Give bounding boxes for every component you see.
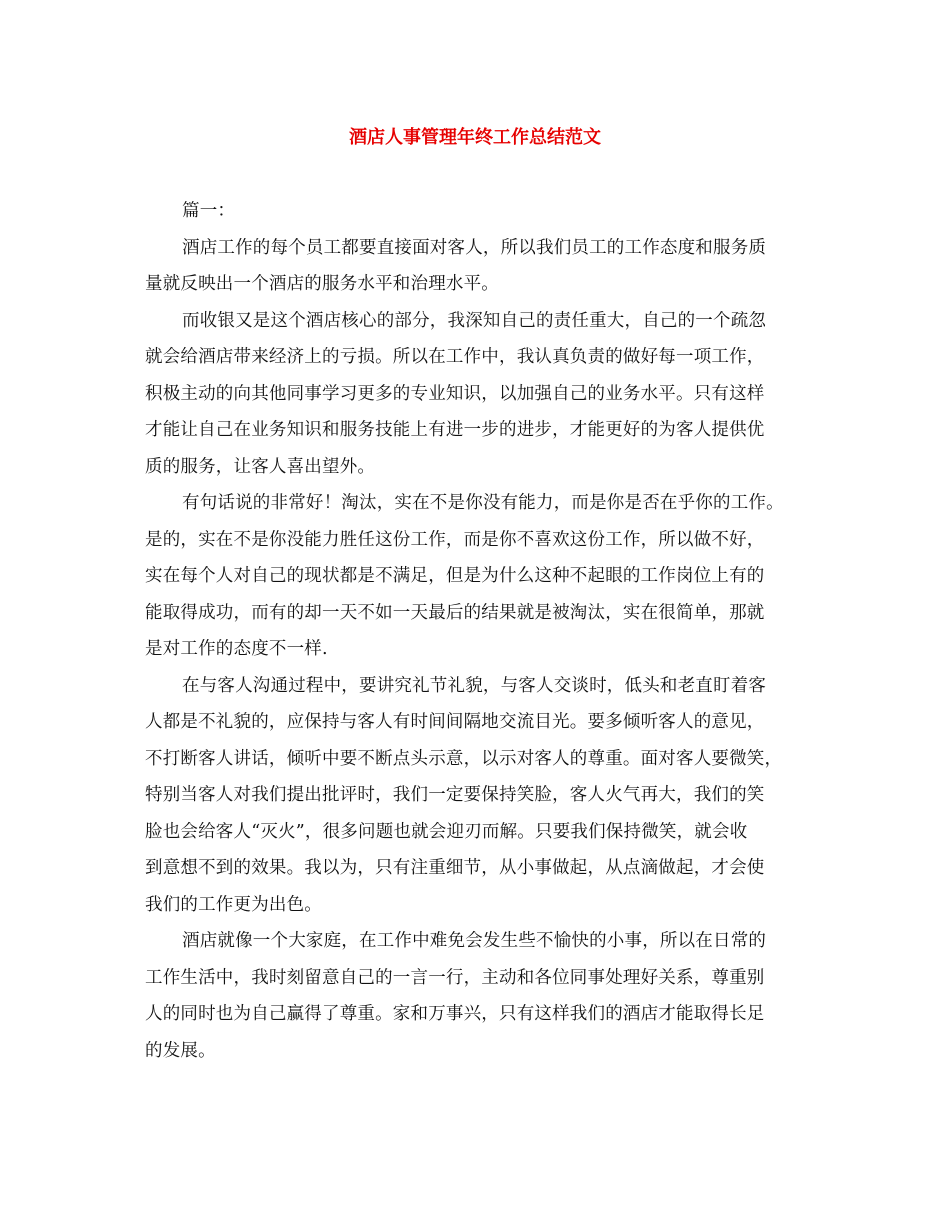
paragraph-line: 质的服务，让客人喜出望外。 xyxy=(145,456,376,477)
paragraph-line: 能取得成功，而有的却一天不如一天最后的结果就是被淘汰，实在很简单，那就 xyxy=(145,602,765,623)
paragraph-line: 是对工作的态度不一样. xyxy=(145,639,328,659)
paragraph-first-line: 酒店就像一个大家庭，在工作中难免会发生些不愉快的小事，所以在日常的 xyxy=(182,931,767,951)
paragraph-first-line: 在与客人沟通过程中，要讲究礼节礼貌，与客人交谈时，低头和老直盯着客 xyxy=(182,675,767,696)
paragraph-first-line: 而收银又是这个酒店核心的部分，我深知自己的责任重大，自己的一个疏忽 xyxy=(182,310,767,331)
paragraph-line: 特别当客人对我们提出批评时，我们一定要保持笑脸，客人火气再大，我们的笑 xyxy=(145,785,765,805)
paragraph-line: 积极主动的向其他同事学习更多的专业知识，以加强自己的业务水平。只有这样 xyxy=(145,383,765,404)
paragraph-line: 量就反映出一个酒店的服务水平和治理水平。 xyxy=(145,274,499,294)
paragraph-line: 的发展。 xyxy=(145,1040,216,1061)
paragraph-line: 不打断客人讲话，倾听中要不断点头示意，以示对客人的尊重。面对客人要微笑， xyxy=(145,748,783,769)
document-body xyxy=(145,193,805,1069)
paragraph-line: 工作生活中，我时刻留意自己的一言一行，主动和各位同事处理好关系，尊重别 xyxy=(145,967,765,988)
paragraph-line: 才能让自己在业务知识和服务技能上有进一步的进步，才能更好的为客人提供优 xyxy=(145,420,765,440)
paragraph-first-line: 篇一： xyxy=(182,201,236,221)
paragraph-line: 脸也会给客人“灭火”，很多问题也就会迎刃而解。只要我们保持微笑，就会收 xyxy=(145,821,748,842)
paragraph-line: 是的，实在不是你没能力胜任这份工作，而是你不喜欢这份工作，所以做不好， xyxy=(145,529,765,550)
paragraph-line: 就会给酒店带来经济上的亏损。所以在工作中，我认真负责的做好每一项工作， xyxy=(145,347,765,367)
paragraph-line: 人的同时也为自己赢得了尊重。家和万事兴，只有这样我们的酒店才能取得长足 xyxy=(145,1004,765,1024)
paragraph-line: 我们的工作更为出色。 xyxy=(145,894,322,915)
document-title: 酒店人事管理年终工作总结范文 xyxy=(349,127,601,148)
paragraph-first-line: 有句话说的非常好！淘汰，实在不是你没有能力，而是你是否在乎你的工作。 xyxy=(182,493,784,513)
paragraph-first-line: 酒店工作的每个员工都要直接面对客人，所以我们员工的工作态度和服务质 xyxy=(182,237,767,258)
paragraph-line: 到意想不到的效果。我以为，只有注重细节，从小事做起，从点滴做起，才会使 xyxy=(145,858,765,878)
paragraph-line: 人都是不礼貌的，应保持与客人有时间间隔地交流目光。要多倾听客人的意见， xyxy=(145,712,765,732)
paragraph-line: 实在每个人对自己的现状都是不满足，但是为什么这种不起眼的工作岗位上有的 xyxy=(145,566,765,586)
